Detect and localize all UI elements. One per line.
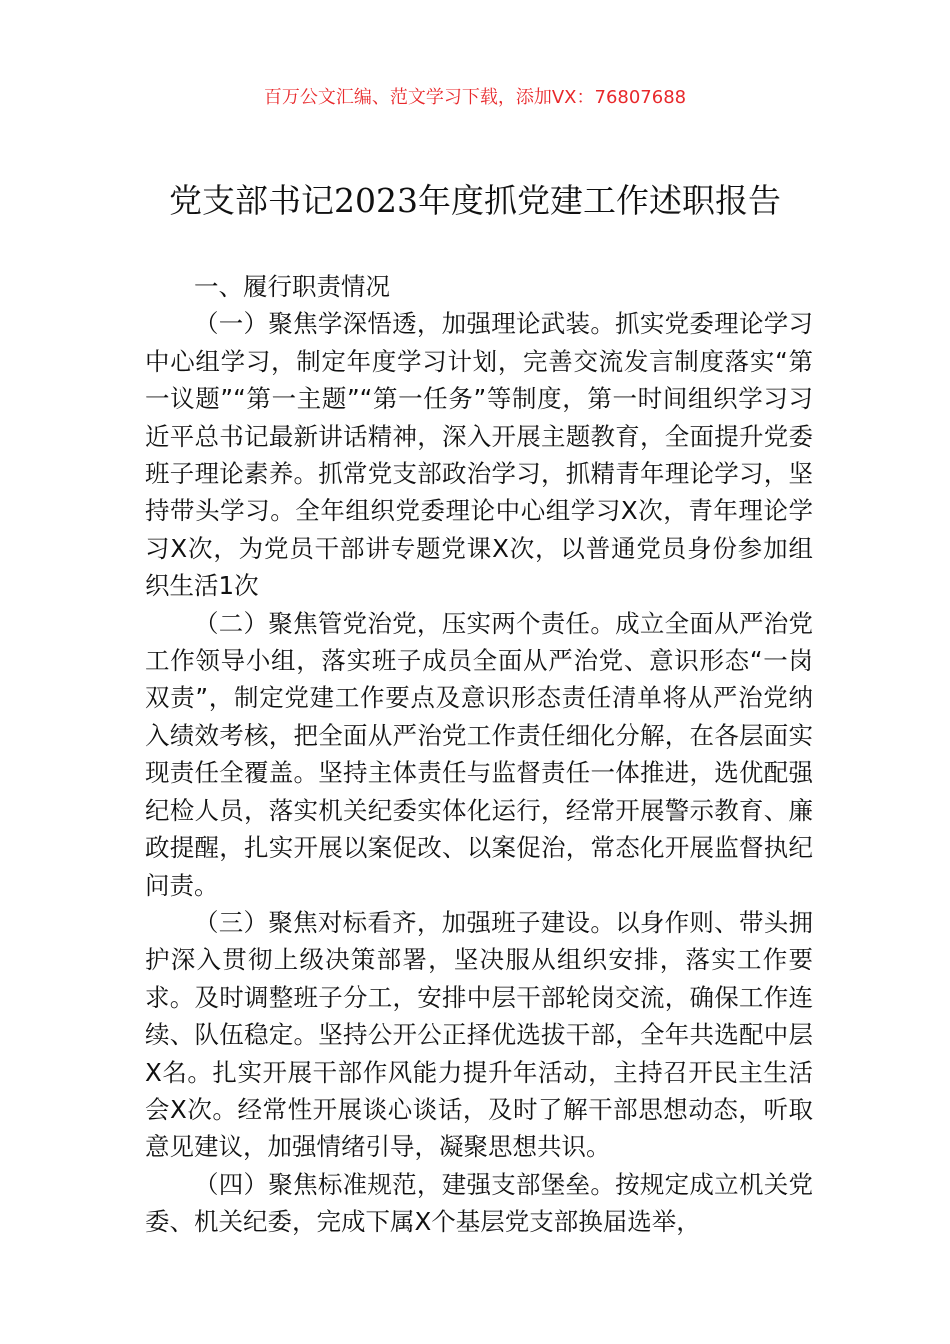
paragraph: （四）聚焦标准规范，建强支部堡垒。按规定成立机关党委、机关纪委，完成下属X个基层党支部换届选举， [145, 1169, 813, 1237]
document-body [145, 268, 813, 1241]
paragraph: （三）聚焦对标看齐，加强班子建设。以身作则、带头拥护深入贯彻上级决策部署，坚决服从组织安排，落实工作要求。及时调整班子分工，安排中层干部轮岗交流，确保工作连续、队伍稳定。坚持公开公正择优选拔干部，全年共选配中层X名。扎实开展干部作风能力提升年活动，主持召开民主生活会X次。经常性开展谈心谈话，及时了解干部思想动态，听取意见建议，加强情绪引导，凝聚思想共识。 [145, 907, 813, 1162]
section-heading: 一、履行职责情况 [194, 272, 390, 301]
paragraph: （二）聚焦管党治党，压实两个责任。成立全面从严治党工作领导小组，落实班子成员全面从严治党、意识形态“一岗双责”，制定党建工作要点及意识形态责任清单将从严治党纳入绩效考核，把全面从严治党工作责任细化分解，在各层面实现责任全覆盖。坚持主体责任与监督责任一体推进，选优配强纪检人员，落实机关纪委实体化运行，经常开展警示教育、廉政提醒，扎实开展以案促改、以案促治，常态化开展监督执纪问责。 [145, 608, 813, 900]
paragraph: （一）聚焦学深悟透，加强理论武装。抓实党委理论学习中心组学习，制定年度学习计划，完善交流发言制度落实“第一议题”“第一主题”“第一任务”等制度，第一时间组织学习习近平总书记最新讲话精神，深入开展主题教育，全面提升党委班子理论素养。抓常党支部政治学习，抓精青年理论学习，坚持带头学习。全年组织党委理论中心组学习X次，青年理论学习X次，为党员干部讲专题党课X次，以普通党员身份参加组织生活1次 [145, 309, 813, 601]
document-title: 党支部书记2023年度抓党建工作述职报告 [169, 181, 781, 220]
promo-banner: 百万公文汇编、范文学习下载，添加VX：76807688 [263, 87, 687, 108]
